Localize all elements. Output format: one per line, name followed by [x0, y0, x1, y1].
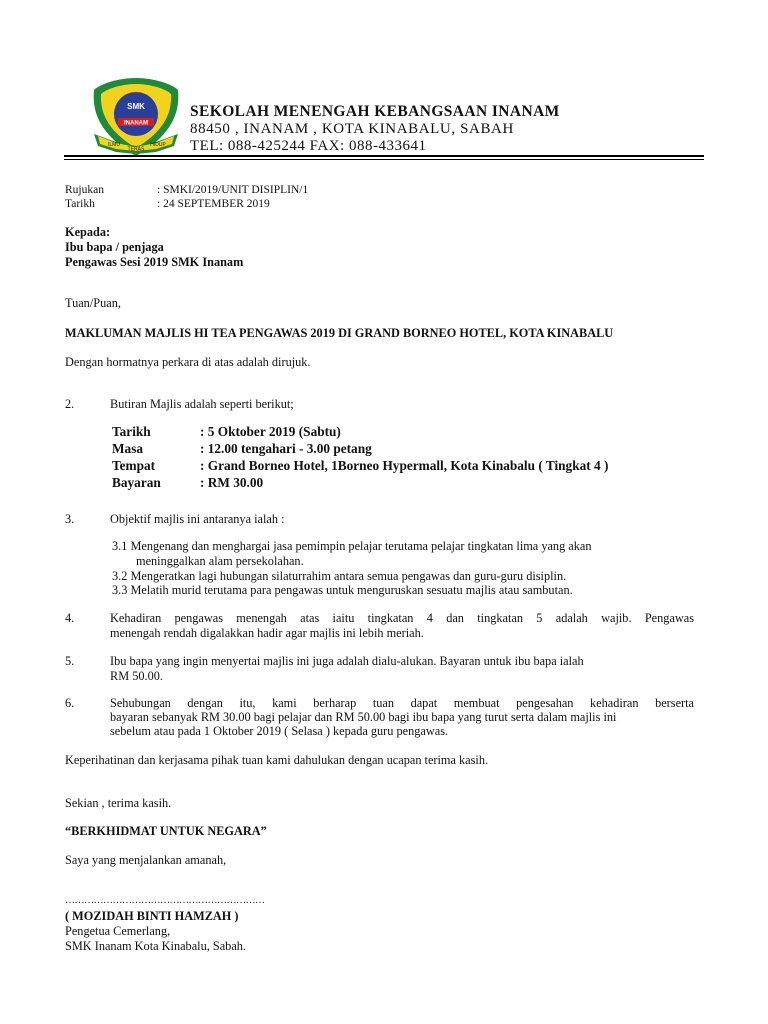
svg-text:INANAM: INANAM — [124, 120, 148, 127]
signatory-name: ( MOZIDAH BINTI HAMZAH ) — [65, 909, 239, 923]
closing-motto: “BERKHIDMAT UNTUK NEGARA” — [65, 824, 267, 838]
detail-value: : Grand Borneo Hotel, 1Borneo Hypermall, Kota Kinabalu ( Tingkat 4 ) — [200, 458, 609, 473]
recipient-heading: Kepada: — [65, 225, 111, 239]
item-4-line-2: menengah rendah digalakkan hadir agar majlis ini lebih meriah. — [110, 626, 424, 640]
rujukan-label: Rujukan — [65, 184, 104, 196]
intro-paragraph: Dengan hormatnya perkara di atas adalah dirujuk. — [65, 355, 311, 369]
item-6-line-1: Sehubungan dengan itu, kami berharap tuan dapat membuat pengesahan kehadiran berserta — [110, 696, 694, 710]
tarikh-label: Tarikh — [65, 198, 95, 210]
header-rule-thick — [64, 155, 704, 157]
detail-label: Masa — [112, 441, 144, 456]
school-address: 88450 , INANAM , KOTA KINABALU, SABAH — [190, 121, 514, 137]
item-5-line-1: Ibu bapa yang ingin menyertai majlis ini juga adalah dialu-alukan. Bayaran untuk ibu bapa ialah — [110, 654, 584, 668]
item-5-line-2: RM 50.00. — [110, 669, 163, 683]
item-3-text: Objektif majlis ini antaranya ialah : — [110, 512, 285, 526]
objective-1-line-1: 3.1 Mengenang dan menghargai jasa pemimpin pelajar terutama pelajar tingkatan lima yang akan — [112, 539, 592, 553]
detail-value: : 12.00 tengahari - 3.00 petang — [200, 441, 372, 456]
detail-value: : 5 Oktober 2019 (Sabtu) — [200, 424, 341, 439]
rujukan-value: : SMKI/2019/UNIT DISIPLIN/1 — [157, 184, 309, 196]
item-5-number: 5. — [65, 654, 75, 668]
item-4-number: 4. — [65, 611, 75, 625]
svg-text:HIDUP: HIDUP — [150, 142, 166, 148]
closing-amanah: Saya yang menjalankan amanah, — [65, 853, 227, 867]
school-tel-fax: TEL: 088-425244 FAX: 088-433641 — [190, 138, 427, 154]
item-6-line-3: sebelum atau pada 1 Oktober 2019 ( Selasa ) kepada guru pengawas. — [110, 724, 449, 738]
item-2-text: Butiran Majlis adalah seperti berikut; — [110, 397, 294, 411]
objective-1-line-2: meninggalkan alam persekolahan. — [136, 554, 304, 568]
item-4-line-1: Kehadiran pengawas menengah atas iaitu tingkatan 4 dan tingkatan 5 adalah wajib. Pengawas — [110, 611, 694, 625]
item-2-number: 2. — [65, 397, 75, 411]
objective-2: 3.2 Mengeratkan lagi hubungan silaturrahim antara semua pengawas dan guru-guru disiplin. — [112, 569, 567, 583]
salutation: Tuan/Puan, — [65, 296, 121, 310]
objective-3: 3.3 Melatih murid terutama para pengawas untuk menguruskan sesuatu majlis atau sambutan. — [112, 583, 573, 597]
item-6-line-2: bayaran sebanyak RM 30.00 bagi pelajar dan RM 50.00 bagi ibu bapa yang turut serta dalam majlis ini — [110, 710, 617, 724]
signature-line: ……………………………………………………… — [65, 895, 265, 906]
detail-label: Bayaran — [112, 475, 161, 490]
detail-value: : RM 30.00 — [200, 475, 264, 490]
header-rule-thin — [64, 159, 704, 160]
signatory-school: SMK Inanam Kota Kinabalu, Sabah. — [65, 939, 247, 953]
closing-thanks: Keperihatinan dan kerjasama pihak tuan kami dahulukan dengan ucapan terima kasih. — [65, 753, 489, 767]
tarikh-value: : 24 SEPTEMBER 2019 — [157, 198, 270, 210]
subject-line: MAKLUMAN MAJLIS HI TEA PENGAWAS 2019 DI GRAND BORNEO HOTEL, KOTA KINABALU — [65, 326, 614, 340]
svg-text:ILMU: ILMU — [108, 142, 120, 148]
school-logo — [88, 76, 184, 158]
detail-label: Tempat — [112, 458, 156, 473]
item-6-number: 6. — [65, 696, 75, 710]
svg-text:TERAS: TERAS — [127, 146, 145, 153]
signatory-title: Pengetua Cemerlang, — [65, 924, 171, 938]
svg-text:SMK: SMK — [127, 102, 145, 111]
closing-sekian: Sekian , terima kasih. — [65, 796, 172, 810]
item-3-number: 3. — [65, 512, 75, 526]
school-name: SEKOLAH MENENGAH KEBANGSAAN INANAM — [190, 103, 560, 120]
recipient-line-2: Pengawas Sesi 2019 SMK Inanam — [65, 255, 244, 269]
recipient-line-1: Ibu bapa / penjaga — [65, 240, 164, 254]
detail-label: Tarikh — [112, 424, 151, 439]
